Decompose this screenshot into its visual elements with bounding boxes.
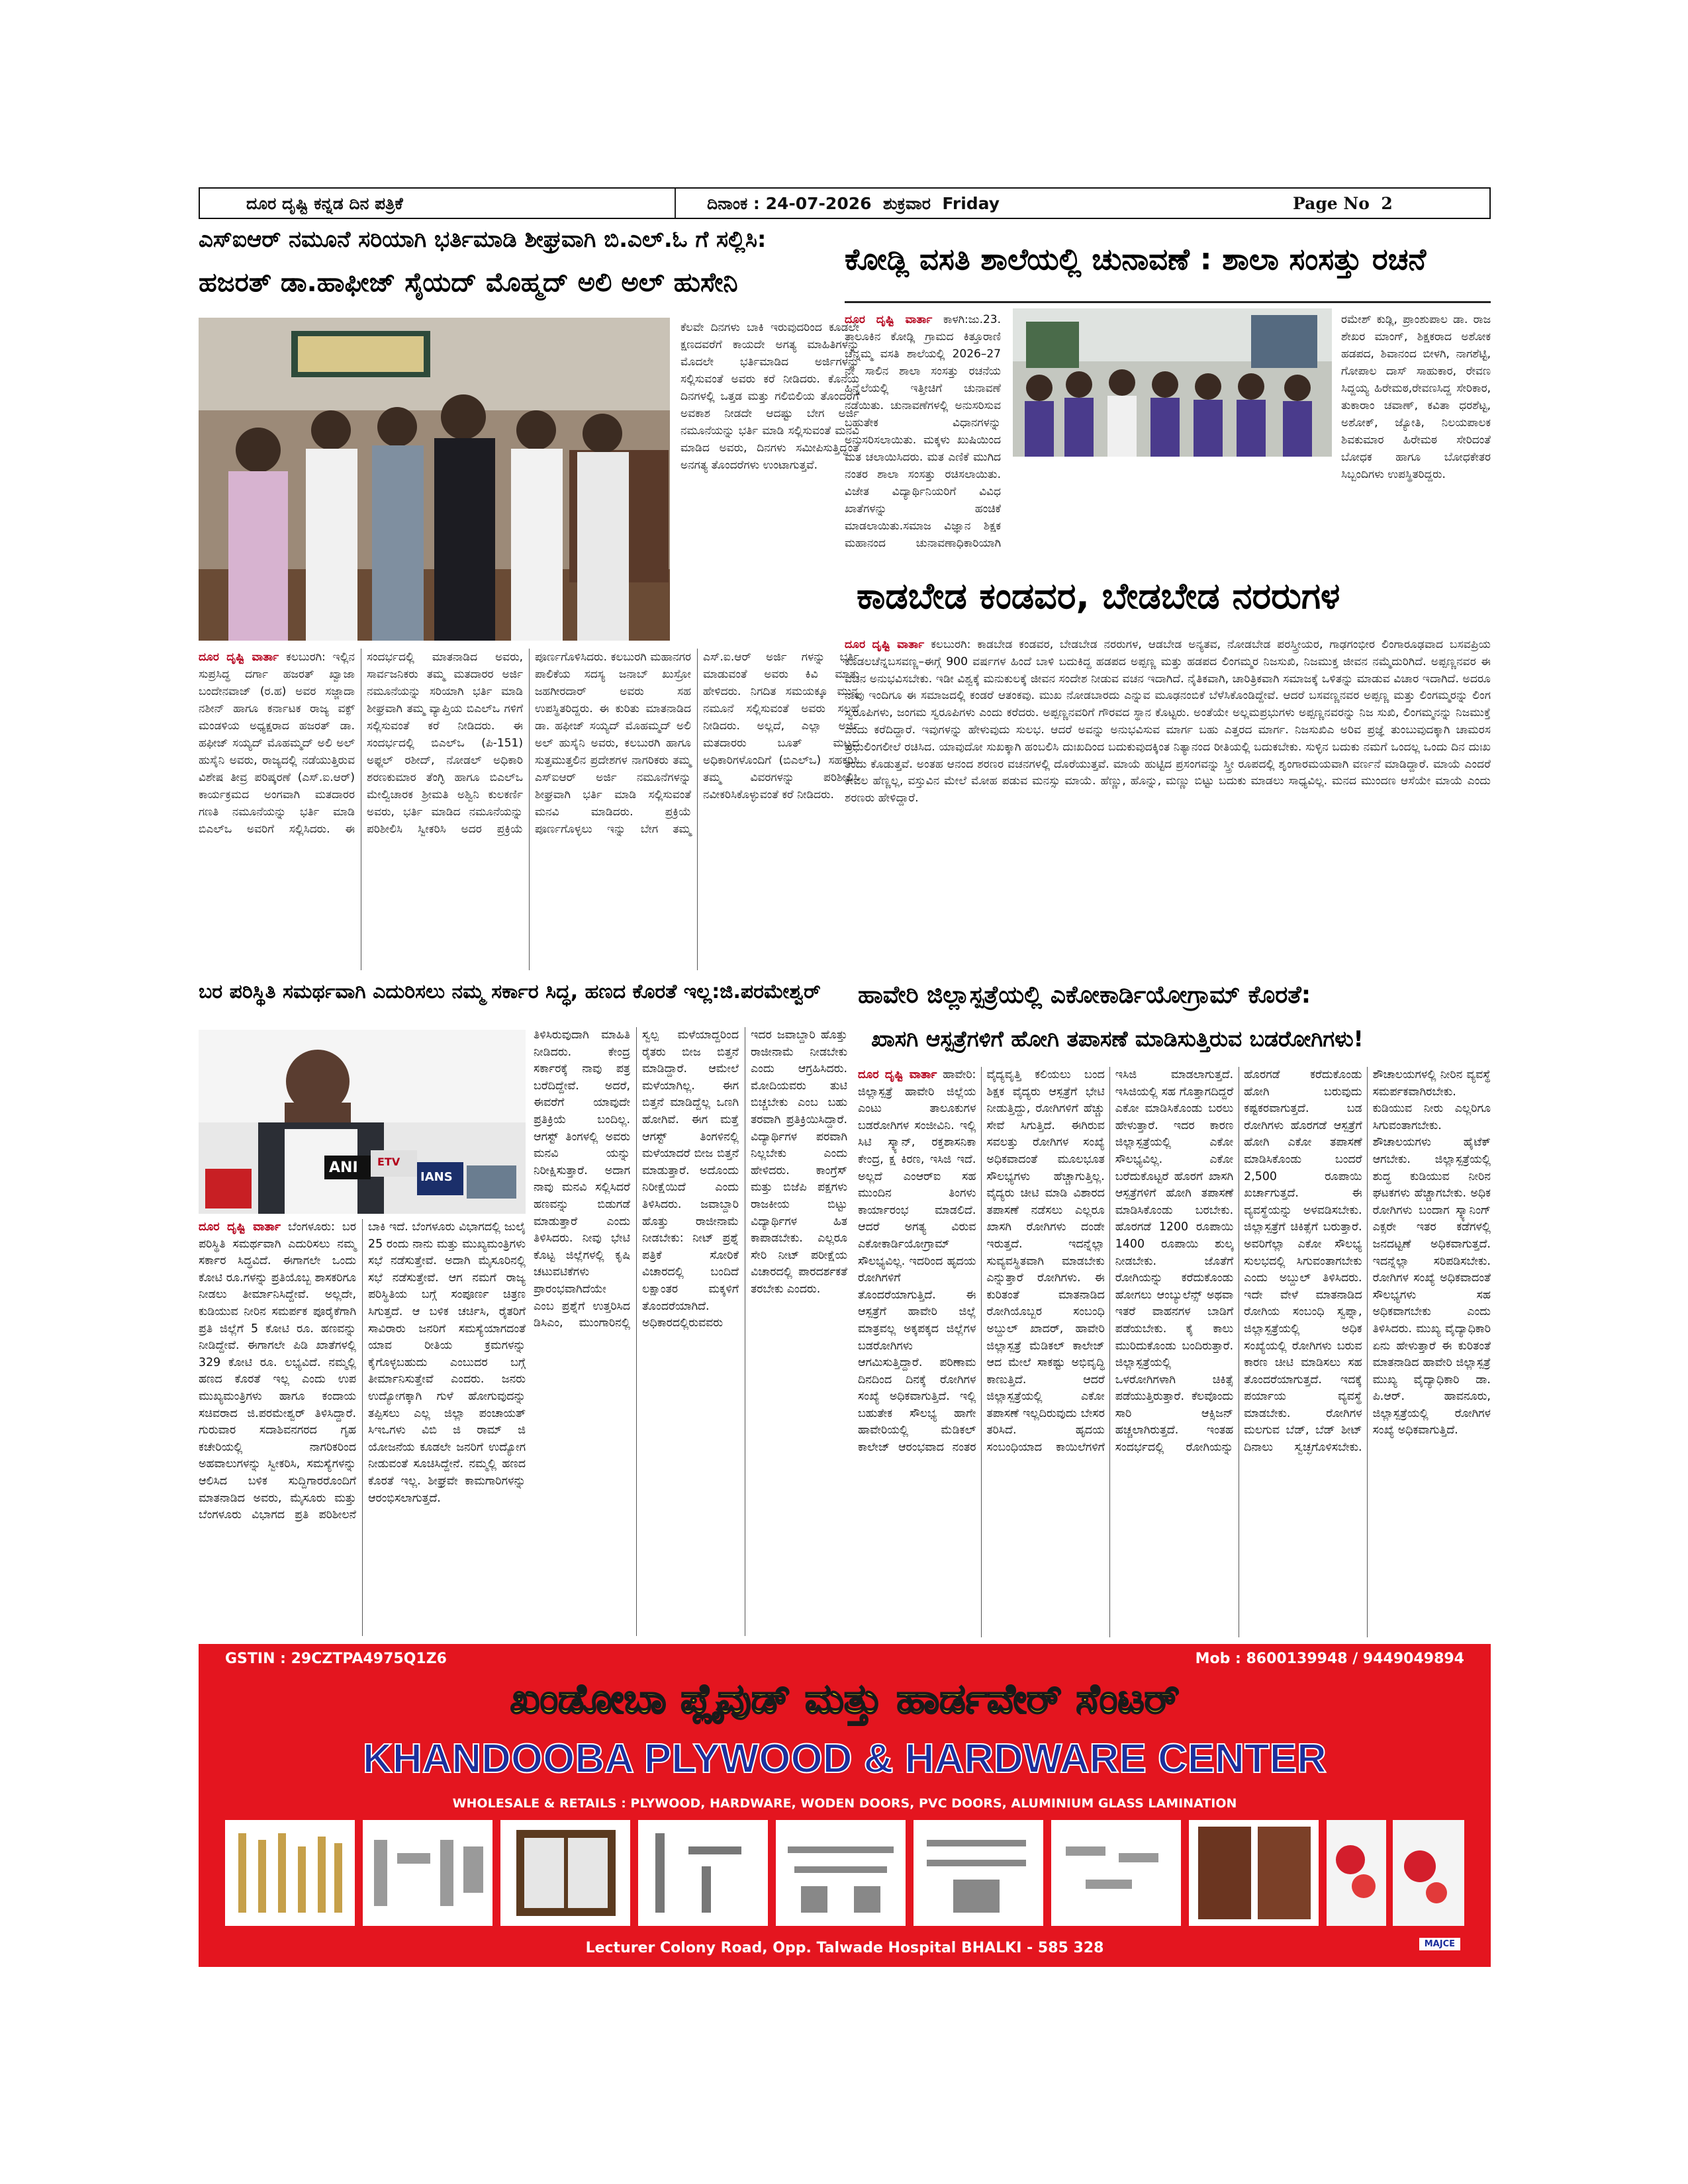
article5-headline-line1: ಹಾವೇರಿ ಜಿಲ್ಲಾಸ್ಪತ್ರೆಯಲ್ಲಿ ಎಕೋಕಾರ್ಡಿಯೋಗ್ರಾಮ್ ಕೊರತೆ: [858, 981, 1311, 1009]
article1-byline: ದೂರ ದೃಷ್ಟಿ ವಾರ್ತಾ [199, 651, 279, 664]
article4-left-columns [199, 1219, 526, 1636]
page-number: Page No 2 [1293, 194, 1393, 213]
article2-left-column [845, 311, 1001, 549]
article2-right-column [1341, 311, 1491, 549]
ad-title-english: KHANDOOBA PLYWOOD & HARDWARE CENTER [363, 1736, 1327, 1782]
ad-tagline: WHOLESALE & RETAILS : PLYWOOD, HARDWARE, WODEN DOORS, PVC DOORS, ALUMINIUM GLASS LAMINATION [452, 1796, 1237, 1811]
ad-gstin: GSTIN : 29CZTPA4975Q1Z6 [225, 1651, 447, 1667]
article1-headline-line1: ಎಸ್ಐಆರ್ ನಮೂನೆ ಸರಿಯಾಗಿ ಭರ್ತಿಮಾಡಿ ಶೀಘ್ರವಾಗಿ ಬಿ.ಎಲ್.ಓ ಗೆ ಸಲ್ಲಿಸಿ: [199, 226, 767, 253]
ad-title-kannada: ಖಂಡೋಬಾ ಪ್ಲೈವುಡ್ ಮತ್ತು ಹಾರ್ಡವೇರ್ ಸೆಂಟರ್ [510, 1674, 1180, 1723]
article5-byline: ದೂರ ದೃಷ್ಟಿ ವಾರ್ತಾ [858, 1068, 937, 1081]
students-photo-graphic [1013, 308, 1332, 457]
article4-byline: ದೂರ ದೃಷ್ಟಿ ವಾರ್ತಾ [199, 1220, 281, 1234]
article2-divider-top [845, 301, 1491, 303]
paper-name: ದೂರ ದೃಷ್ಟಿ ಕನ್ನಡ ದಿನ ಪತ್ರಿಕೆ [246, 194, 403, 213]
article2-headline: ಕೋಡ್ಲಿ ವಸತಿ ಶಾಲೆಯಲ್ಲಿ ಚುನಾವಣೆ : ಶಾಲಾ ಸಂಸತ್ತು ರಚನೆ [845, 242, 1427, 277]
article4-body-right: ತಿಳಿಸಿರುವುದಾಗಿ ಮಾಹಿತಿ ನೀಡಿದರು. ಕೇಂದ್ರ ಸರ್ಕಾರಕ್ಕೆ ನಾವು ಪತ್ರ ಬರೆದಿದ್ದೇವೆ. ಅದರೆ, ಈವರೆಗೆ ಯಾವುದೇ ಪ್ರತಿಕ್ರಿಯೆ ಬಂದಿಲ್ಲ. ಆಗಸ್ಟ್ ತಿಂಗಳಲ್ಲಿ ಅವರು ಮನವಿ ಯನ್ನು ನಿರೀಕ್ಷಿಸುತ್ತಾರೆ. ಅದಾಗ ನಾವು ಮನವಿ ಸಲ್ಲಿಸಿದರೆ ಹಣವನ್ನು ಬಿಡುಗಡೆ ಮಾಡುತ್ತಾರೆ ಎಂದು ತಿಳಿಸಿದರು. ನೀವು ಭೇಟಿ ಕೊಟ್ಟ ಜಿಲ್ಲೆಗಳಲ್ಲಿ ಕೃಷಿ ಚಟುವಟಿಕೆಗಳು ಪ್ರಾರಂಭವಾಗಿದೆಯೇ ಎಂಬ ಪ್ರಶ್ನೆಗೆ ಉತ್ತರಿಸಿದ ಡಿಸಿಎಂ, ಮುಂಗಾರಿನಲ್ಲಿ ಸ್ವಲ್ಪ ಮಳೆಯಾದ್ದರಿಂದ ರೈತರು ಬೀಜ ಬಿತ್ತನೆ ಮಾಡಿದ್ದಾರೆ. ಆಮೇಲೆ ಮಳೆಯಾಗಿಲ್ಲ. ಈಗ ಬಿತ್ತನೆ ಮಾಡಿದ್ದೆಲ್ಲ ಒಣಗಿ ಹೋಗಿವೆ. ಈಗ ಮತ್ತೆ ಆಗಸ್ಟ್ ತಿಂಗಳಿನಲ್ಲಿ ಮಳೆಯಾದರೆ ಬೀಜ ಬಿತ್ತನೆ ಮಾಡುತ್ತಾರೆ. ಅದೊಂದು ನಿರೀಕ್ಷೆಯಿದೆ ಎಂದು ತಿಳಿಸಿದರು. ಜವಾಬ್ದಾರಿ ಹೊತ್ತು ರಾಜೀನಾಮೆ ನೀಡಬೇಕು: ನೀಟ್ ಪ್ರಶ್ನೆ ಪತ್ರಿಕೆ ಸೋರಿಕೆ ವಿಚಾರದಲ್ಲಿ ಬಂದಿದೆ ಲಕ್ಷಾಂತರ ಮಕ್ಕಳಿಗೆ ತೊಂದರೆಯಾಗಿದೆ. ಅಧಿಕಾರದಲ್ಲಿರುವವರು ಇದರ ಜವಾಬ್ದಾರಿ ಹೊತ್ತು ರಾಜೀನಾಮೆ ನೀಡಬೇಕು ಎಂದು ಆಗ್ರಹಿಸಿದರು. ಮೋದಿಯವರು ತುಟಿ ಬಿಚ್ಚಬೇಕು ಎಂಬ ಬಹು ತರವಾಗಿ ಪ್ರತಿಕ್ರಿಯಿಸಿದ್ದಾರೆ. ವಿದ್ಯಾರ್ಥಿಗಳ ಪರವಾಗಿ ನಿಲ್ಲಬೇಕು ಎಂದು ಹೇಳಿದರು. ಕಾಂಗ್ರೆಸ್ ಮತ್ತು ಬಿಜೆಪಿ ಪಕ್ಷಗಳು ರಾಜಕೀಯ ಬಿಟ್ಟು ವಿದ್ಯಾರ್ಥಿಗಳ ಹಿತ ಕಾಪಾಡಬೇಕು. ಎಲ್ಲರೂ ಸೇರಿ ನೀಟ್ ಪರೀಕ್ಷೆಯ ವಿಚಾರದಲ್ಲಿ ಪಾರದರ್ಶಕತೆ ತರಬೇಕು ಎಂದರು. [534, 1028, 847, 1330]
ad-address: Lecturer Colony Road, Opp. Talwade Hospital BHALKI - 585 328 [585, 1940, 1104, 1956]
article5-body: ಹಾವೇರಿ: ಜಿಲ್ಲಾಸ್ಪತ್ರೆ ಹಾವೇರಿ ಜಿಲ್ಲೆಯ ಎಂಟು ತಾಲೂಕುಗಳ ಬಡರೋಗಿಗಳ ಸಂಜೀವಿನಿ. ಇಲ್ಲಿ ಸಿಟಿ ಸ್ಕ್ಯಾನ್, ರಕ್ತಶಾಸನಿಕಾ ಕೇಂದ್ರ, ಕ್ಷ ಕಿರಣ, ಇಸಿಜಿ ಇದೆ. ಅಲ್ಲದೆ ಎಂಆರ್‌ಐ ಸಹ ಮುಂದಿನ ತಿಂಗಳು ಕಾರ್ಯಾರಂಭ ಮಾಡಲಿದೆ. ಆದರೆ ಅಗತ್ಯ ವಿರುವ ಎಕೋಕಾರ್ಡಿಯೋಗ್ರಾಮ್ ಸೌಲಭ್ಯವಿಲ್ಲ. ಇದರಿಂದ ಹೃದಯ ರೋಗಿಗಳಿಗೆ ತೊಂದರೆಯಾಗುತ್ತಿದೆ. ಈ ಆಸ್ಪತ್ರೆಗೆ ಹಾವೇರಿ ಜಿಲ್ಲೆ ಮಾತ್ರವಲ್ಲ ಅಕ್ಕಪಕ್ಕದ ಜಿಲ್ಲೆಗಳ ಬಡರೋಗಿಗಳು ಆಗಮಿಸುತ್ತಿದ್ದಾರೆ. ಪರಿಣಾಮ ದಿನದಿಂದ ದಿನಕ್ಕೆ ರೋಗಿಗಳ ಸಂಖ್ಯೆ ಅಧಿಕವಾಗುತ್ತಿದೆ. ಇಲ್ಲಿ ಬಹುತೇಕ ಸೌಲಭ್ಯ ಹಾಗೇ ಹಾವೇರಿಯಲ್ಲಿ ಮೆಡಿಕಲ್ ಕಾಲೇಜ್ ಆರಂಭವಾದ ನಂತರ ವೈದ್ಯವೃತ್ತಿ ಕಲಿಯಲು ಬಂದ ಶಿಕ್ಷಕ ವೈದ್ಯರು ಆಸ್ಪತ್ರೆಗೆ ಭೇಟಿ ನೀಡುತ್ತಿದ್ದು, ರೋಗಿಗಳಿಗೆ ಹೆಚ್ಚು ಸೇವೆ ಸಿಗುತ್ತಿದೆ. ಈಗಿರುವ ಸವಲತ್ತು ರೋಗಿಗಳ ಸಂಖ್ಯೆ ಅಧಿಕವಾದಂತೆ ಮೂಲಭೂತ ಸೌಲಭ್ಯಗಳು ಹೆಚ್ಚಾಗುತ್ತಿಲ್ಲ. ವೈದ್ಯರು ಚೀಟಿ ಮಾಡಿ ವಿಶಾರದ ತಪಾಸಣೆ ನಡೆಸಲು ಎಲ್ಲರೂ ಖಾಸಗಿ ರೋಗಿಗಳು ದಂಡೇ ಇರುತ್ತದೆ. ಇದನ್ನೆಲ್ಲಾ ಸುವ್ಯವಸ್ಥಿತವಾಗಿ ಮಾಡಬೇಕು ಎನ್ನುತ್ತಾರೆ ರೋಗಿಗಳು. ಈ ಕುರಿತಂತೆ ಮಾತನಾಡಿದ ರೋಗಿಯೊಬ್ಬರ ಸಂಬಂಧಿ ಅಬ್ದುಲ್ ಖಾದರ್, ಹಾವೇರಿ ಜಿಲ್ಲಾಸ್ಪತ್ರೆ ಮೆಡಿಕಲ್ ಕಾಲೇಜ್ ಆದ ಮೇಲೆ ಸಾಕಷ್ಟು ಅಭಿವೃದ್ಧಿ ಕಾಣುತ್ತಿದೆ. ಆದರೆ ಜಿಲ್ಲಾಸ್ಪತ್ರೆಯಲ್ಲಿ ಎಕೋ ತಪಾಸಣೆ ಇಲ್ಲದಿರುವುದು ಬೇಸರ ತರಿಸಿದೆ. ಹೃದಯ ಸಂಬಂಧಿಯಾದ ಕಾಯಿಲೆಗಳಿಗೆ ಇಸಿಜಿ ಮಾಡಲಾಗುತ್ತದೆ. ಇಸಿಜಿಯಲ್ಲಿ ಸಹ ಗೊತ್ತಾಗದಿದ್ದರೆ ಎಕೋ ಮಾಡಿಸಿಕೊಂಡು ಬರಲು ಹೇಳುತ್ತಾರೆ. ಇದರ ಕಾರಣ ಜಿಲ್ಲಾಸ್ಪತ್ರೆಯಲ್ಲಿ ಎಕೋ ಸೌಲಭ್ಯವಿಲ್ಲ. ಎಕೋ ಬರೆದುಕೊಟ್ಟರೆ ಹೊರಗೆ ಖಾಸಗಿ ಆಸ್ಪತ್ರೆಗಳಿಗೆ ಹೋಗಿ ತಪಾಸಣೆ ಮಾಡಿಸಿಕೊಂಡು ಬರಬೇಕು. ಹೊರಗಡೆ 1200 ರೂಪಾಯಿ 1400 ರೂಪಾಯಿ ಶುಲ್ಕ ನೀಡಬೇಕು. ಜೊತೆಗೆ ರೋಗಿಯನ್ನು ಕರೆದುಕೊಂಡು ಹೋಗಲು ಆಂಬ್ಯುಲೆನ್ಸ್ ಅಥವಾ ಇತರೆ ವಾಹನಗಳ ಬಾಡಿಗೆ ಪಡೆಯಬೇಕು. ಕೈ ಕಾಲು ಮುರಿದುಕೊಂಡು ಬಂದಿರುತ್ತಾರೆ. ಜಿಲ್ಲಾಸ್ಪತ್ರೆಯಲ್ಲಿ ಒಳರೋಗಿಗಳಾಗಿ ಚಿಕಿತ್ಸೆ ಪಡೆಯುತ್ತಿರುತ್ತಾರೆ. ಕೆಲವೊಂದು ಸಾರಿ ಆಕ್ಸಿಜನ್ ಹಚ್ಚಲಾಗಿರುತ್ತದೆ. ಇಂತಹ ಸಂದರ್ಭದಲ್ಲಿ ರೋಗಿಯನ್ನು ಹೊರಗಡೆ ಕರೆದುಕೊಂಡು ಹೋಗಿ ಬರುವುದು ಕಷ್ಟಕರವಾಗುತ್ತದೆ. ಬಡ ರೋಗಿಗಳು ಹೊರಗಡೆ ಆಸ್ಪತ್ರೆಗೆ ಹೋಗಿ ಎಕೋ ತಪಾಸಣೆ ಮಾಡಿಸಿಕೊಂಡು ಬಂದರೆ 2,500 ರೂಪಾಯಿ ಖರ್ಚಾಗುತ್ತದೆ. ಈ ವ್ಯವಸ್ಥೆಯನ್ನು ಅಳವಡಿಸಬೇಕು. ಜಿಲ್ಲಾಸ್ಪತ್ರೆಗೆ ಚಿಕಿತ್ಸೆಗೆ ಬರುತ್ತಾರೆ. ಅವರಿಗೆಲ್ಲಾ ಎಕೋ ಸೌಲಭ್ಯ ಸುಲಭದಲ್ಲಿ ಸಿಗುವಂತಾಗಬೇಕು ಎಂದು ಅಬ್ದುಲ್ ತಿಳಿಸಿದರು. ಇದೇ ವೇಳೆ ಮಾತನಾಡಿದ ರೋಗಿಯ ಸಂಬಂಧಿ ಸ್ವಪ್ನಾ, ಜಿಲ್ಲಾಸ್ಪತ್ರೆಯಲ್ಲಿ ಅಧಿಕ ಸಂಖ್ಯೆಯಲ್ಲಿ ರೋಗಿಗಳು ಬರುವ ಕಾರಣ ಚೀಟಿ ಮಾಡಿಸಲು ಸಹ ತೊಂದರೆಯಾಗುತ್ತದೆ. ಇದಕ್ಕೆ ಪರ್ಯಾಯ ವ್ಯವಸ್ಥೆ ಮಾಡಬೇಕು. ರೋಗಿಗಳ ಮಲಗುವ ಬೆಡ್, ಬೆಡ್ ಶೀಟ್ ದಿನಾಲು ಸ್ವಚ್ಛಗೊಳಿಸಬೇಕು. ಶೌಚಾಲಯಗಳಲ್ಲಿ ನೀರಿನ ವ್ಯವಸ್ಥೆ ಸಮರ್ಪಕವಾಗಿರಬೇಕು. ಕುಡಿಯುವ ನೀರು ಎಲ್ಲರಿಗೂ ಸಿಗುವಂತಾಗಬೇಕು. ಶೌಚಾಲಯಗಳು ಹೈಟೆಕ್ ಆಗಬೇಕು. ಜಿಲ್ಲಾಸ್ಪತ್ರೆಯಲ್ಲಿ ಶುದ್ಧ ಕುಡಿಯುವ ನೀರಿನ ಘಟಕಗಳು ಹೆಚ್ಚಾಗಬೇಕು. ಅಧಿಕ ರೋಗಿಗಳು ಬಂದಾಗ ಸ್ಕ್ಯಾನಿಂಗ್ ಎಕ್ಸರೇ ಇತರ ಕಡೆಗಳಲ್ಲಿ ಜನದಟ್ಟಣೆ ಅಧಿಕವಾಗುತ್ತದೆ. ಇದನ್ನೆಲ್ಲಾ ಸರಿಪಡಿಸಬೇಕು. ರೋಗಿಗಳ ಸಂಖ್ಯೆ ಅಧಿಕವಾದಂತೆ ಸೌಲಭ್ಯಗಳು ಸಹ ಅಧಿಕವಾಗಬೇಕು ಎಂದು ತಿಳಿಸಿದರು. ಮುಖ್ಯ ವೈದ್ಯಾಧಿಕಾರಿ ಏನು ಹೇಳುತ್ತಾರೆ ಈ ಕುರಿತಂತೆ ಮಾತನಾಡಿದ ಹಾವೇರಿ ಜಿಲ್ಲಾಸ್ಪತ್ರೆ ಮುಖ್ಯ ವೈದ್ಯಾಧಿಕಾರಿ ಡಾ. ಪಿ.ಆರ್. ಹಾವನೂರು, ಜಿಲ್ಲಾಸ್ಪತ್ರೆಯಲ್ಲಿ ರೋಗಿಗಳ ಸಂಖ್ಯೆ ಅಧಿಕವಾಗುತ್ತಿದೆ. [858, 1068, 1491, 1455]
article3-byline: ದೂರ ದೃಷ್ಟಿ ವಾರ್ತಾ [845, 638, 925, 651]
article4-headline: ಬರ ಪರಿಸ್ಥಿತಿ ಸಮರ್ಥವಾಗಿ ಎದುರಿಸಲು ನಮ್ಮ ಸರ್ಕಾರ ಸಿದ್ಧ, ಹಣದ ಕೊರತೆ ಇಲ್ಲ:ಜಿ.ಪರಮೇಶ್ವರ್ [199, 980, 821, 1003]
ad-mobile: Mob : 8600139948 / 9449049894 [1195, 1651, 1464, 1667]
article1-photo [199, 318, 670, 641]
article4-right-columns [534, 1027, 847, 1636]
article2-body-right: ರಮೇಶ್ ಕುಡ್ಲಿ, ಪ್ರಾಂಶುಪಾಲ ಡಾ. ರಾಜ ಶೇಖರ ಮಾಂಗ್, ಶಿಕ್ಷಕರಾದ ಅಶೋಕ ಹಡಪದ, ಶಿವಾನಂದ ಬೀಳಗಿ, ನಾಗಶೆಟ್ಟಿ, ಗೋಪಾಲ ದಾಸ್ ಸಾಹುಕಾರ, ರೇವಣ ಸಿದ್ದಯ್ಯ ಹಿರೇಮಠ,ರೇವಣಸಿದ್ದ ಸೇರಿಕಾರ, ತುಕಾರಾಂ ಚವಾಣ್, ಕವಿತಾ ಧರಶೆಟ್ಟ, ಅಶೋಕ್, ಜ್ಯೋತಿ, ನಿಲಯಪಾಲಕ ಶಿವಕುಮಾರ ಹಿರೇಮಠ ಸೇರಿದಂತೆ ಬೋಧಕ ಹಾಗೂ ಬೋಧಕೇತರ ಸಿಬ್ಬಂದಿಗಳು ಉಪಸ್ಥಿತರಿದ್ದರು. [1341, 313, 1491, 481]
mic-label-ians: IANS [420, 1170, 453, 1184]
article5-headline-line2: ಖಾಸಗಿ ಆಸ್ಪತ್ರೆಗಳಿಗೆ ಹೋಗಿ ತಪಾಸಣೆ ಮಾಡಿಸುತ್ತಿರುವ ಬಡರೋಗಿಗಳು! [871, 1026, 1364, 1052]
article1-body-columns [199, 649, 859, 970]
product-images-graphic [225, 1820, 1464, 1927]
article2-body-left: ಕಾಳಗಿ:ಜು.23. ತಾಲೂಕಿನ ಕೋಡ್ಲಿ ಗ್ರಾಮದ ಕಿತ್ತೂರಾಣಿ ಚೆನ್ನಮ್ಮ ವಸತಿ ಶಾಲೆಯಲ್ಲಿ 2026–27 ನೇ ಸಾಲಿನ ಶಾಲಾ ಸಂಸತ್ತು ರಚನೆಯ ಹಿನ್ನೆಲೆಯಲ್ಲಿ ಇತ್ತೀಚಿಗೆ ಚುನಾವಣೆ ನಡೆಯಿತು. ಚುನಾವಣೆಗಳಲ್ಲಿ ಅನುಸರಿಸುವ ಬಹುತೇಕ ವಿಧಾನಗಳನ್ನು ಅನುಸರಿಸಲಾಯಿತು. ಮಕ್ಕಳು ಖುಷಿಯಿಂದ ಮತ ಚಲಾಯಿಸಿದರು. ಮತ ಎಣಿಕೆ ಮುಗಿದ ನಂತರ ಶಾಲಾ ಸಂಸತ್ತು ರಚಿಸಲಾಯಿತು. ವಿಜೇತ ವಿದ್ಯಾರ್ಥಿನಿಯರಿಗೆ ವಿವಿಧ ಖಾತೆಗಳನ್ನು ಹಂಚಿಕೆ ಮಾಡಲಾಯಿತು.ಸಮಾಜ ವಿಜ್ಞಾನ ಶಿಕ್ಷಕ ಮಹಾನಂದ ಚುನಾವಣಾಧಿಕಾರಿಯಾಗಿ [845, 313, 1001, 549]
issue-date: ದಿನಾಂಕ : 24-07-2026 ಶುಕ್ರವಾರ Friday [707, 194, 1000, 213]
mic-label-etv: ETV [377, 1156, 400, 1168]
article1-side-text: ಕೆಲವೇ ದಿನಗಳು ಬಾಕಿ ಇರುವುದರಿಂದ ಕೂಡಲೇ ಕ್ಷಣದವರೆಗೆ ಕಾಯದೇ ಅಗತ್ಯ ಮಾಹಿತಿಗಳನ್ನು ಮೊದಲೇ ಭರ್ತಿಮಾಡಿದ ಅರ್ಜಿಗಳನ್ನು ಸಲ್ಲಿಸುವಂತೆ ಅವರು ಕರೆ ನೀಡಿದರು. ಕೊನೆಯ ದಿನಗಳಲ್ಲಿ ಒತ್ತಡ ಮತ್ತು ಗಲಿಬಿಲಿಯ ತೊಂದರೆಗೆ ಅವಕಾಶ ನೀಡದೇ ಆದಷ್ಟು ಬೇಗ ಅರ್ಜಿ ನಮೂನೆಯನ್ನು ಭರ್ತಿ ಮಾಡಿ ಸಲ್ಲಿಸುವಂತೆ ಮನವಿ ಮಾಡಿದ ಅವರು, ದಿನಗಳು ಸಮೀಪಿಸುತ್ತಿದ್ದಂತೆ ಅನಗತ್ಯ ತೊಂದರೆಗಳು ಉಂಟಾಗುತ್ತವೆ. [680, 321, 859, 472]
ad-product-strip [225, 1820, 1464, 1927]
article1-headline-line2: ಹಜರತ್ ಡಾ.ಹಾಫೀಜ್ ಸೈಯದ್ ಮೊಹ್ಮದ್ ಅಲಿ ಅಲ್ ಹುಸೇನಿ [199, 267, 738, 298]
article3-body: ಕಲಬುರಗಿ: ಕಾಡಬೇಡ ಕಂಡವರ, ಬೇಡಬೇಡ ನರರುಗಳ, ಆಡಬೇಡ ಅನ್ಯತವ, ನೋಡಬೇಡ ಪರಸ್ತ್ರೀಯರ, ಗಾಢಗಂಭೀರ ಲಿಂಗಾರೂಢವಾದ ಬಸವಪ್ರಿಯ ಕೂಡಲಚೆನ್ನಬಸವಣ್ಣ–ಈಗ್ಗೆ 900 ವರ್ಷಗಳ ಹಿಂದೆ ಬಾಳಿ ಬದುಕಿದ್ದ ಹಡಪದ ಅಪ್ಪಣ್ಣ ಮತ್ತು ಹಡಪದ ಲಿಂಗಮ್ಮರ ನಿಜಸುಖಿ, ನಿಜಮುಕ್ತ ಜೀವನ ನಮ್ಮೆದುರಿಗಿದೆ. ಅಪ್ಪಣ್ಣನವರ ಈ ವಚನ ಅನುಭವಿಸಬೇಕು. ಇಡೀ ವಿಶ್ವಕ್ಕೆ ಮನುಕುಲಕ್ಕೆ ಜೀವನ ಸಂದೇಶ ನೀಡುವ ವಚನ ಇದಾಗಿದೆ. ನೈತಿಕವಾಗಿ, ಚಾರಿತ್ರಿಕವಾಗಿ ಸಮಾಜಕ್ಕೆ ಒಳಿತನ್ನು ಮಾಡುವ ವಿಚಾರ ಇದಾಗಿದೆ. ಅದರೂ ನಾವು ಇಂದಿಗೂ ಈ ಸಮಾಜದಲ್ಲಿ ಕಂಡರೆ ಆತಂಕವು. ಮುಖ ನೋಡಬಾರದು ಎನ್ನುವ ಮೂಢನಂಬಿಕೆ ಬೆಳೆಸಿಕೊಂಡಿದ್ದೇವೆ. ಆದರೆ ಬಸವಣ್ಣನವರ ಅಪ್ಪಣ್ಣ ಮತ್ತು ಲಿಂಗಮ್ಮರನ್ನು ಲಿಂಗ ಸ್ವರೂಪಿಗಳು, ಜಂಗಮ ಸ್ವರೂಪಿಗಳು ಎಂದು ಕರೆದರು. ಅಪ್ಪಣ್ಣನವರಿಗೆ ಗೌರವದ ಸ್ಥಾನ ಕೊಟ್ಟರು. ಅಂತೆಯೇ ಅಲ್ಲಮಪ್ರಭುಗಳು ಅಪ್ಪಣ್ಣನವರನ್ನು ನಿಜ ಸುಖಿ, ಲಿಂಗಮ್ಮನನ್ನು ನಿಜಮುಕ್ತೆ ಎಂದು ಕರೆದಿದ್ದಾರೆ. ಇವುಗಳನ್ನು ಹೇಳುವುದು ಸುಲಭ. ಆದರೆ ಅವನ್ನು ಅನುಭವಿಸುವ ಮಾರ್ಗ ಬಹು ಎತ್ತರದ ಮಾರ್ಗ. ನಿಜಸುಖಿಎ ಅರಿವ ಪ್ರಜ್ಞೆ ತುಂಬುವುದಕ್ಕಾಗಿ ಚಾಮರಸ ಪ್ರಭುಲಿಂಗಲೀಲೆ ರಚಿಸಿದ. ಯಾವುದೋ ಸುಖಕ್ಕಾಗಿ ಹಂಬಲಿಸಿ ದುಃಖದಿಂದ ಬದುಕುವುದಕ್ಕಿಂತ ನಿತ್ಯಾನಂದ ರೀತಿಯಲ್ಲಿ ಬದುಕಬೇಕು. ಸುಳ್ಳಿನ ಬದುಕು ನಮಗೆ ಒಂದಲ್ಲ ಒಂದು ದಿನ ದುಃಖ ತಂದು ಕೊಡುತ್ತವೆ. ಅಂತಹ ಆನಂದ ಶರಣರ ವಚನಗಳಲ್ಲಿ ದೊರೆಯುತ್ತವೆ. ಮಾಯೆ ಹುಟ್ಟಿದ ಪ್ರಸಂಗವನ್ನು ಸ್ತ್ರೀ ರೂಪದಲ್ಲಿ ಶೃಂಗಾರಮಯವಾಗಿ ವರ್ಣನೆ ಮಾಡಿದ್ದಾರೆ. ಮಾಯೆ ಎಂದರೆ ಕೇವಲ ಹೆಣ್ಣಲ್ಲ, ವಸ್ತುವಿನ ಮೇಲೆ ಮೋಹ ಪಡುವ ಮನಸ್ಸು ಮಾಯೆ. ಹೆಣ್ಣು, ಹೊನ್ನು, ಮಣ್ಣು ಬಿಟ್ಟು ಬದುಕು ಮಾಡಲು ಸಾಧ್ಯವಿಲ್ಲ. ಮನದ ಮುಂದಣ ಆಸೆಯೇ ಮಾಯೆ ಎಂದು ಶರಣರು ಹೇಳಿದ್ದಾರೆ. [845, 638, 1491, 805]
article4-photo [199, 1030, 526, 1214]
article1-side-column [680, 319, 859, 615]
press-photo-graphic [199, 1030, 526, 1214]
article3-body-block [845, 637, 1491, 965]
ad-logo: MAJCE [1419, 1938, 1460, 1950]
mic-label-ani: ANI [329, 1160, 358, 1176]
masthead-bar [199, 187, 1491, 219]
article2-byline: ದೂರ ದೃಷ್ಟಿ ವಾರ್ತಾ [845, 313, 933, 326]
article4-body-left: ಬೆಂಗಳೂರು: ಬರ ಪರಿಸ್ಥಿತಿ ಸಮರ್ಥವಾಗಿ ಎದುರಿಸಲು ನಮ್ಮ ಸರ್ಕಾರ ಸಿದ್ಧವಿದೆ. ಈಗಾಗಲೇ ಒಂದು ಕೋಟಿ ರೂ.ಗಳನ್ನು ಪ್ರತಿಯೊಬ್ಬ ಶಾಸಕರಿಗೂ ನೀಡಲು ತೀರ್ಮಾನಿಸಿದ್ದೇವೆ. ಅಲ್ಲದೇ, ಕುಡಿಯುವ ನೀರಿನ ಸಮರ್ಪಕ ಪೂರೈಕೆಗಾಗಿ ಪ್ರತಿ ಜಿಲ್ಲೆಗೆ 5 ಕೋಟಿ ರೂ. ಹಣವನ್ನು ನೀಡಿದ್ದೇವೆ. ಈಗಾಗಲೇ ಪಿಡಿ ಖಾತೆಗಳಲ್ಲಿ 329 ಕೋಟಿ ರೂ. ಲಭ್ಯವಿದೆ. ನಮ್ಮಲ್ಲಿ ಹಣದ ಕೊರತೆ ಇಲ್ಲ ಎಂದು ಉಪ ಮುಖ್ಯಮಂತ್ರಿಗಳು ಹಾಗೂ ಕಂದಾಯ ಸಚಿವರಾದ ಜಿ.ಪರಮೇಶ್ವರ್ ತಿಳಿಸಿದ್ದಾರೆ. ಗುರುವಾರ ಸದಾಶಿವನಗರದ ಗೃಹ ಕಚೇರಿಯಲ್ಲಿ ನಾಗರಿಕರಿಂದ ಅಹವಾಲುಗಳನ್ನು ಸ್ವೀಕರಿಸಿ, ಸಮಸ್ಯೆಗಳನ್ನು ಆಲಿಸಿದ ಬಳಿಕ ಸುದ್ದಿಗಾರರೊಂದಿಗೆ ಮಾತನಾಡಿದ ಅವರು, ಮೈಸೂರು ಮತ್ತು ಬೆಂಗಳೂರು ವಿಭಾಗದ ಪ್ರತಿ ಪರಿಶೀಲನೆ ಬಾಕಿ ಇದೆ. ಬೆಂಗಳೂರು ವಿಭಾಗದಲ್ಲಿ ಜುಲೈ 25 ರಂದು ನಾನು ಮತ್ತು ಮುಖ್ಯಮಂತ್ರಿಗಳು ಸಭೆ ನಡೆಸುತ್ತೇವೆ. ಅದಾಗಿ ಮೈಸೂರಿನಲ್ಲಿ ಸಭೆ ನಡೆಸುತ್ತೇವೆ. ಆಗ ನಮಗೆ ರಾಜ್ಯ ಪರಿಸ್ಥಿತಿಯ ಬಗ್ಗೆ ಸಂಪೂರ್ಣ ಚಿತ್ರಣ ಸಿಗುತ್ತದೆ. ಆ ಬಳಿಕ ಚರ್ಚಿಸಿ, ರೈತರಿಗೆ ಸಾವಿರಾರು ಜನರಿಗೆ ಸಮಸ್ಯೆಯಾಗದಂತೆ ಯಾವ ರೀತಿಯ ಕ್ರಮಗಳನ್ನು ಕೈಗೊಳ್ಳಬಹುದು ಎಂಬುದರ ಬಗ್ಗೆ ತೀರ್ಮಾನಿಸುತ್ತೇವೆ ಎಂದರು. ಜನರು ಉದ್ಯೋಗಕ್ಕಾಗಿ ಗುಳೆ ಹೋಗುವುದನ್ನು ತಪ್ಪಿಸಲು ಎಲ್ಲ ಜಿಲ್ಲಾ ಪಂಚಾಯತ್ ಸಿಇಒಗಳು ವಿಬಿ ಜಿ ರಾಮ್ ಜಿ ಯೋಜನೆಯ ಕೂಡಲೇ ಜನರಿಗೆ ಉದ್ಯೋಗ ನೀಡುವಂತೆ ಸೂಚಿಸಿದ್ದೇನೆ. ನಮ್ಮಲ್ಲಿ ಹಣದ ಕೊರತೆ ಇಲ್ಲ. ಶೀಘ್ರವೇ ಕಾಮಗಾರಿಗಳನ್ನು ಆರಂಭಿಸಲಾಗುತ್ತದೆ. [199, 1220, 526, 1522]
article5-body-columns [858, 1067, 1491, 1637]
advertisement-banner [199, 1644, 1491, 1967]
article2-photo [1013, 308, 1332, 457]
article3-headline: ಕಾಡಬೇಡ ಕಂಡವರ, ಬೇಡಬೇಡ ನರರುಗಳ [857, 575, 1340, 617]
article1-body: ಕಲಬುರಗಿ: ಇಲ್ಲಿನ ಸುಪ್ರಸಿದ್ಧ ದರ್ಗಾ ಹಜರತ್ ಖ್ವಾಜಾ ಬಂದೇನವಾಜ್ (ರ.ಹ) ಅವರ ಸಜ್ಜಾದಾ ನಶೀನ್ ಹಾಗೂ ಕರ್ನಾಟಕ ರಾಜ್ಯ ವಕ್ಫ್ ಮಂಡಳಿಯ ಅಧ್ಯಕ್ಷರಾದ ಹಜರತ್ ಡಾ. ಹಫೀಜ್ ಸಯ್ಯದ್ ಮೊಹಮ್ಮದ್ ಅಲಿ ಅಲ್ ಹುಸೈನಿ ಅವರು, ರಾಜ್ಯದಲ್ಲಿ ನಡೆಯುತ್ತಿರುವ ವಿಶೇಷ ತೀವ್ರ ಪರಿಷ್ಕರಣೆ (ಎಸ್.ಐ.ಆರ್) ಕಾರ್ಯಕ್ರಮದ ಅಂಗವಾಗಿ ಮತದಾರರ ಗಣತಿ ನಮೂನೆಯನ್ನು ಭರ್ತಿ ಮಾಡಿ ಬಿಎಲ್ಒ ಅವರಿಗೆ ಸಲ್ಲಿಸಿದರು. ಈ ಸಂದರ್ಭದಲ್ಲಿ ಮಾತನಾಡಿದ ಅವರು, ಸಾರ್ವಜನಿಕರು ತಮ್ಮ ಮತದಾರರ ಅರ್ಜಿ ನಮೂನೆಯನ್ನು ಸರಿಯಾಗಿ ಭರ್ತಿ ಮಾಡಿ ಶೀಘ್ರವಾಗಿ ತಮ್ಮ ವ್ಯಾಪ್ತಿಯ ಬಿಎಲ್ಒ ಗಳಿಗೆ ಸಲ್ಲಿಸುವಂತೆ ಕರೆ ನೀಡಿದರು. ಈ ಸಂದರ್ಭದಲ್ಲಿ ಬಿಎಲ್ಒ (ಪಿ-151) ಅಫ್ಜಲ್ ರಶೀದ್, ನೋಡಲ್ ಅಧಿಕಾರಿ ಶರಣಕುಮಾರ ತೆಂಗ್ಳಿ ಹಾಗೂ ಬಿಎಲ್ಒ ಮೇಲ್ವಿಚಾರಕ ಶ್ರೀಮತಿ ಅಶ್ವಿನಿ ಕುಲಕರ್ಣಿ ಅವರು, ಭರ್ತಿ ಮಾಡಿದ ನಮೂನೆಯನ್ನು ಪರಿಶೀಲಿಸಿ ಸ್ವೀಕರಿಸಿ ಅದರ ಪ್ರಕ್ರಿಯೆ ಪೂರ್ಣಗೊಳಿಸಿದರು. ಕಲಬುರಗಿ ಮಹಾನಗರ ಪಾಲಿಕೆಯ ಸದಸ್ಯ ಜನಾಬ್ ಖುಸ್ರೋ ಜಹಗೀರದಾರ್ ಅವರು ಸಹ ಉಪಸ್ಥಿತರಿದ್ದರು. ಈ ಕುರಿತು ಮಾತನಾಡಿದ ಡಾ. ಹಫೀಜ್ ಸಯ್ಯದ್ ಮೊಹಮ್ಮದ್ ಅಲಿ ಅಲ್ ಹುಸೈನಿ ಅವರು, ಕಲಬುರಗಿ ಹಾಗೂ ಸುತ್ತಮುತ್ತಲಿನ ಪ್ರದೇಶಗಳ ನಾಗರಿಕರು ತಮ್ಮ ಎಸ್ಐಆರ್ ಅರ್ಜಿ ನಮೂನೆಗಳನ್ನು ಶೀಘ್ರವಾಗಿ ಭರ್ತಿ ಮಾಡಿ ಸಲ್ಲಿಸುವಂತೆ ಮನವಿ ಮಾಡಿದರು. ಪ್ರಕ್ರಿಯೆ ಪೂರ್ಣಗೊಳ್ಳಲು ಇನ್ನು ಬೇಗ ತಮ್ಮ ಎಸ್.ಐ.ಆರ್ ಅರ್ಜಿ ಗಳನ್ನು ಭರ್ತಿ ಮಾಡುವಂತೆ ಅವರು ಕಿವಿ ಮಾತು ಹೇಳಿದರು. ನಿಗದಿತ ಸಮಯಕ್ಕೂ ಮುನ್ನ ನಮೂನೆ ಸಲ್ಲಿಸುವಂತೆ ಅವರು ಸಲಹೆ ನೀಡಿದರು. ಅಲ್ಲದೆ, ಎಲ್ಲಾ ಅರ್ಜಿ ಮತದಾರರು ಬೂತ್ ಮಟ್ಟದ ಅಧಿಕಾರಿಗಳೊಂದಿಗೆ (ಬಿಎಲ್ಒ) ಸಹಕರಿಸಿ ತಮ್ಮ ವಿವರಗಳನ್ನು ಪರಿಶೀಲಿಸಿ ನವೀಕರಿಸಿಕೊಳ್ಳುವಂತೆ ಕರೆ ನೀಡಿದರು. [199, 651, 859, 836]
group-photo-graphic [199, 318, 670, 641]
masthead-divider [675, 189, 676, 218]
